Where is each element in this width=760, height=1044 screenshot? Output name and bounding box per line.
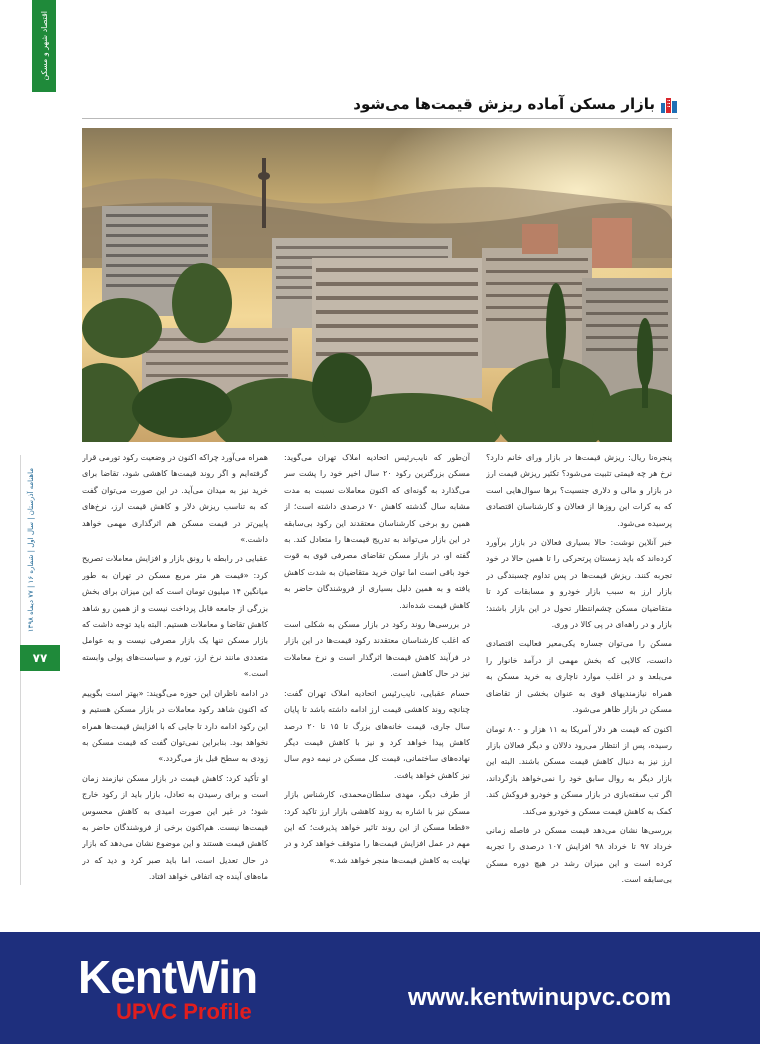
section-tab xyxy=(32,0,56,92)
article-title-row xyxy=(353,92,678,116)
column-right xyxy=(486,450,672,926)
column-left xyxy=(82,450,268,926)
journal-info xyxy=(24,455,38,645)
paragraph: پنجره‌نا ریال: ریزش قیمت‌ها در بازار ورای خانم دارد؟ نرخ هر چه قیمتی تثبیت می‌شود؟ تکثیر ریزش قیمت ارز در بازار و مالی و دلاری جنسیت؟ برها سوال‌هایی است که به کرات این روزها از فعالان و کارشناسان اقتصادی پرسیده می‌شود. xyxy=(486,453,672,528)
paragraph: همراه می‌آورد چراکه اکنون در وضعیت رکود تورمی قرار گرفته‌ایم و اگر روند قیمت‌ها کاهشی شود، تقاضا برای خرید نیز به میدان می‌آید. در این صورت می‌توان گفت که به تناسب ریزش دلار و کاهش قیمت ارز، نرخ‌های پایین‌تر در قیمت مسکن هم اثرگذاری مهمی خواهد داشت.» xyxy=(82,453,268,545)
paragraph: عقبایی در رابطه با رونق بازار و افزایش معاملات تصریح کرد: «قیمت هر متر مربع مسکن در تهران به طور میانگین ۱۴ میلیون تومان است که این میزان برای بخش بزرگی از جامعه قابل پرداخت نیست و از همین رو شاهد کاهش تقاضا و معاملات هستیم. البته باید توجه داشت که بازار مسکن تنها یک بازار مصرفی نیست و به عوامل متعددی مانند نرخ ارز، تورم و سیاست‌های پولی وابسته است.» xyxy=(82,554,268,679)
paragraph: در بررسی‌ها روند رکود در بازار مسکن به شکلی است که اغلب کارشناسان معتقدند رکود قیمت‌ها در این بازار در فرآیند کاهش قیمت‌ها اثرگذار است و نرخ معاملات نیز در حال کاهش است. xyxy=(284,620,470,679)
article-photo xyxy=(82,128,672,442)
ad-brand: KentWin xyxy=(78,951,258,1003)
paragraph: آن‌طور که نایب‌رئیس اتحادیه املاک تهران می‌گوید: مسکن بزرگترین رکود ۲۰ سال اخیر خود را پشت سر می‌گذارد به گونه‌ای که اکنون معاملات نسبت به مدت مشابه سال گذشته کاهش ۷۰ درصدی داشته است؛ از همین رو برخی کارشناسان معتقدند این رکود بی‌سابقه در این بازار می‌تواند به تدریج قیمت‌ها را متعادل کند. به گفته او، در بازار مسکن تقاضای مصرفی قوی به قوت خود باقی است اما توان خرید متقاضیان به شدت کاهش یافته و به همین دلیل بسیاری از فروشندگان حاضر به کاهش قیمت شده‌اند. xyxy=(284,453,470,610)
page-number: ۷۷ xyxy=(20,645,60,671)
section-tab-label: اقتصاد شهر و مسکن xyxy=(39,11,49,81)
column-middle xyxy=(284,450,470,926)
journal-info-text: ماهنامه آذرستان | سال اول | شماره ۱۶ | ۷۷ دیماه ۱۳۹۸ xyxy=(27,467,35,633)
paragraph: بررسی‌ها نشان می‌دهد قیمت مسکن در فاصله زمانی خرداد ۹۷ تا خرداد ۹۸ افزایش ۱۰۷ درصدی را تجربه کرده است و این میزان رشد در هیچ دوره مسکن بی‌سابقه است. xyxy=(486,825,672,885)
building-chart-icon xyxy=(660,95,678,113)
paragraph: مسکن را می‌توان جساره یکی‌معیر فعالیت اقتصادی دانست، کالایی که بخش مهمی از درآمد خانوار را می‌بلعد و در اغلب موارد ناچاری به خرید مسکن به همراه نیازمندیهای قوی به عنوان بخشی از تقاضای مسکن در بازار ظاهر می‌شود. xyxy=(486,639,672,715)
article-body xyxy=(82,450,672,926)
kentwin-advertisement[interactable] xyxy=(0,932,760,1044)
kentwin-logo xyxy=(78,951,278,1024)
paragraph: حسام عقبایی، نایب‌رئیس اتحادیه املاک تهران گفت: چنانچه روند کاهشی قیمت ارز ادامه داشته باشد تا پایان سال جاری، قیمت خانه‌های بزرگ تا ۱۵ تا ۲۰ درصد کاهش پیدا خواهد کرد و نیز با کاهش قیمت دیگر نهاده‌های ساختمانی، قیمت کل مسکن در نیمه دوم سال نیز کاهش خواهد یافت. xyxy=(284,688,470,780)
paragraph: از طرف دیگر، مهدی سلطان‌محمدی، کارشناس بازار مسکن نیز با اشاره به روند کاهشی بازار ارز تاکید کرد: «قطعا مسکن از این روند تاثیر خواهد پذیرفت؛ که این مهم در عمل افزایش قیمت‌ها را متوقف خواهد کرد و در نهایت به کاهش قیمت‌ها منجر خواهد شد.» xyxy=(284,790,470,865)
title-divider xyxy=(82,118,678,119)
ad-website-link[interactable]: www.kentwinupvc.com xyxy=(408,984,672,1011)
article-title: بازار مسکن آماده ریزش قیمت‌ها می‌شود xyxy=(353,95,655,113)
paragraph: او تأکید کرد: کاهش قیمت در بازار مسکن نیازمند زمان است و برای رسیدن به تعادل، بازار باید از رکود خارج شود؛ در غیر این صورت امیدی به کاهش محسوس قیمت‌ها نیست. هم‌اکنون برخی از فروشندگان حاضر به کاهش قیمت هستند و این موضوع نشان می‌دهد که بازار در حال تعدیل است، اما باید صبر کرد و دید که در ماه‌های آینده چه اتفاقی خواهد افتاد. xyxy=(82,773,268,882)
ad-tagline: UPVC Profile xyxy=(116,999,252,1024)
paragraph: اکنون که قیمت هر دلار آمریکا به ۱۱ هزار و ۸۰۰ تومان رسیده، پس از انتظار می‌رود دلالان و دیگر فعالان بازار ارز نیز به دنبال کاهش قیمت مسکن باشند. البته این بازار دیگر به روال سابق خود را نمی‌خواهد بازگرداند، اگر تب سفته‌بازی در بازار مسکن و خودرو فروکش کند. کمک به کاهش قیمت مسکن و خودرو می‌کند. xyxy=(486,724,672,816)
paragraph: خبر آنلاین نوشت: حالا بسیاری فعالان در بازار برآورد کرده‌اند که باید زمستان پرتحرکی را تا همین حالا در خود تجربه کنند. ریزش قیمت‌ها در پس تداوم چسبندگی در بازار ارز به سبب بازار خودرو و مسابقات کرد تا متقاضیان مسکن چشم‌انتظار تحول در این بازار باشند؛ بازار و در راهه‌ای در پی کالا در وری. xyxy=(486,538,672,630)
paragraph: در ادامه ناظران این حوزه می‌گویند: «بهتر است بگوییم که اکنون شاهد رکود معاملات در بازار مسکن هستیم و این رکود ادامه دارد تا جایی که با افزایش قیمت‌ها همراه نخواهد بود. بنابراین نمی‌توان گفت که قیمت مسکن به زودی به سطح قبل باز می‌گردد.» xyxy=(82,688,268,764)
